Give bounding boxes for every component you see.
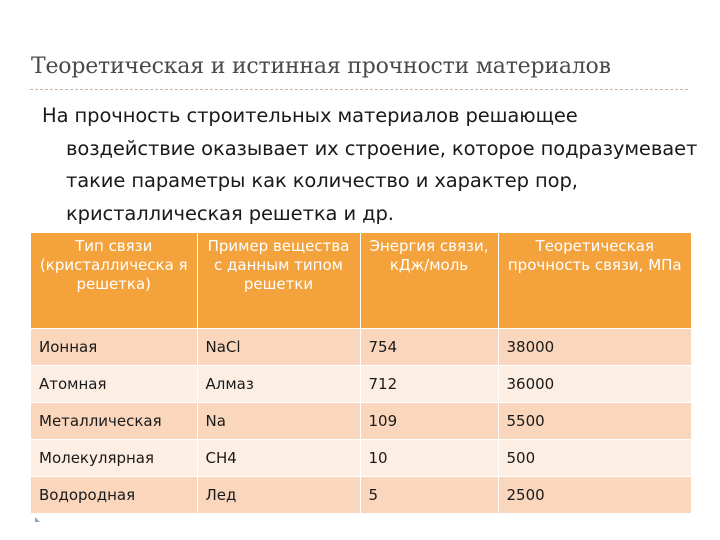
header-bond-type: Тип связи (кристаллическа я решетка) <box>31 233 197 328</box>
slide-body-text: На прочность строительных материалов решающее воздействие оказывает их строение, которое подразумевает такие параметры как количество и характер пор, кристаллическая решетка и др. <box>42 104 698 225</box>
slide-title: Теоретическая и истинная прочности материалов <box>31 54 611 79</box>
cell-bond-type: Водородная <box>31 476 197 513</box>
cell-energy: 10 <box>360 439 498 476</box>
table-row <box>31 365 691 402</box>
table-row <box>31 439 691 476</box>
cell-bond-type: Ионная <box>31 328 197 365</box>
table-header-row <box>31 233 691 328</box>
cell-example: Алмаз <box>197 365 360 402</box>
table-row <box>31 402 691 439</box>
cell-energy: 754 <box>360 328 498 365</box>
corner-triangle-decoration <box>35 517 40 522</box>
strength-table <box>31 233 691 513</box>
cell-example: Лед <box>197 476 360 513</box>
cell-strength: 38000 <box>498 328 691 365</box>
cell-strength: 5500 <box>498 402 691 439</box>
title-divider <box>30 89 688 90</box>
cell-example: CH4 <box>197 439 360 476</box>
cell-energy: 712 <box>360 365 498 402</box>
table-row <box>31 328 691 365</box>
cell-strength: 500 <box>498 439 691 476</box>
cell-bond-type: Атомная <box>31 365 197 402</box>
cell-example: NaCl <box>197 328 360 365</box>
cell-bond-type: Молекулярная <box>31 439 197 476</box>
header-theoretical-strength: Теоретическая прочность связи, МПа <box>498 233 691 328</box>
header-bond-energy: Энергия связи, кДж/моль <box>360 233 498 328</box>
header-example-substance: Пример вещества с данным типом решетки <box>197 233 360 328</box>
cell-energy: 109 <box>360 402 498 439</box>
cell-example: Na <box>197 402 360 439</box>
table-row <box>31 476 691 513</box>
cell-strength: 2500 <box>498 476 691 513</box>
cell-energy: 5 <box>360 476 498 513</box>
cell-bond-type: Металлическая <box>31 402 197 439</box>
cell-strength: 36000 <box>498 365 691 402</box>
